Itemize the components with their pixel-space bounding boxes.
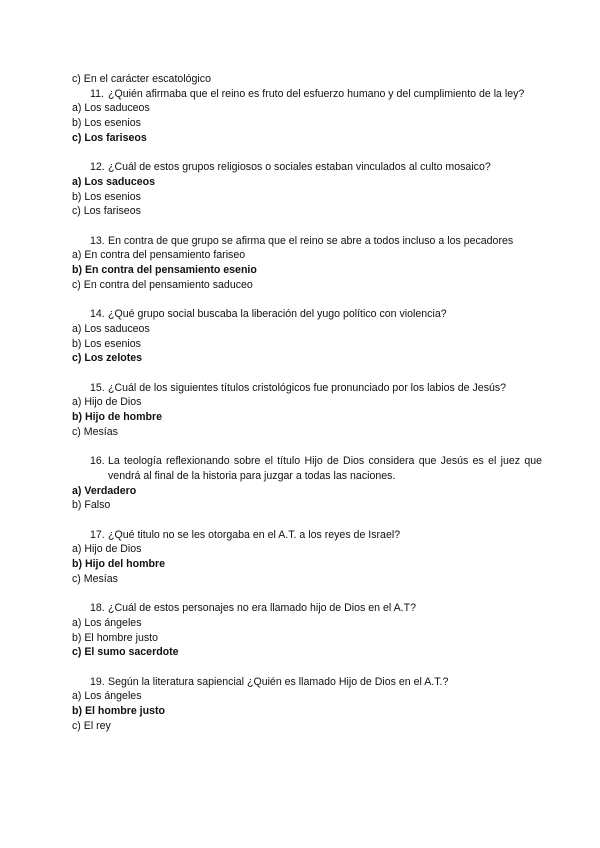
question-text: ¿Cuál de estos grupos religiosos o sociales estaban vinculados al culto mosaico? <box>108 161 491 174</box>
question <box>72 675 542 690</box>
answer-option-correct: a) Verdadero <box>72 484 137 497</box>
question-text: ¿Qué grupo social buscaba la liberación del yugo político con violencia? <box>108 308 447 321</box>
question-block <box>72 454 542 513</box>
question-block <box>72 601 542 660</box>
question-number: 11. <box>90 87 104 100</box>
quiz-content <box>72 72 542 734</box>
question-block <box>72 234 542 293</box>
answer-option: a) Los ángeles <box>72 616 142 629</box>
question-text: La teología reflexionando sobre el título Hijo de Dios considera que Jesús es el juez que vendrá al final de la historia para juzgar a todas las naciones. <box>108 455 542 482</box>
answer-option-correct: c) El sumo sacerdote <box>72 646 179 659</box>
answer-option-correct: c) Los fariseos <box>72 131 147 144</box>
question-number: 14. <box>90 308 105 321</box>
question-number: 13. <box>90 234 105 247</box>
answer-option: a) Los saduceos <box>72 102 150 115</box>
answer-option-correct: b) Hijo de hombre <box>72 411 163 424</box>
question-number: 16. <box>90 455 105 468</box>
question-block <box>72 307 542 366</box>
question <box>72 381 542 396</box>
question <box>72 454 542 483</box>
answer-option-correct: b) El hombre justo <box>72 705 165 718</box>
question-block <box>72 381 542 440</box>
answer-option: a) Los ángeles <box>72 690 142 703</box>
answer-option-correct: b) En contra del pensamiento esenio <box>72 264 257 277</box>
answer-option: b) Los esenios <box>72 190 141 203</box>
answer-option: b) Los esenios <box>72 117 141 130</box>
question <box>72 601 542 616</box>
question-block <box>72 160 542 219</box>
question-block <box>72 675 542 734</box>
answer-option: a) En contra del pensamiento fariseo <box>72 249 246 262</box>
answer-option: c) El rey <box>72 719 111 732</box>
answer-option: b) Falso <box>72 499 111 512</box>
question <box>72 234 542 249</box>
answer-option: a) Hijo de Dios <box>72 396 142 409</box>
question-block <box>72 528 542 587</box>
answer-option: b) El hombre justo <box>72 631 158 644</box>
question <box>72 307 542 322</box>
question-block <box>72 87 542 146</box>
answer-option-correct: b) Hijo del hombre <box>72 558 165 571</box>
question <box>72 160 542 175</box>
question-text: ¿Qué titulo no se les otorgaba en el A.T. a los reyes de Israel? <box>108 528 401 541</box>
answer-option: a) Hijo de Dios <box>72 543 142 556</box>
question-text: ¿Quién afirmaba que el reino es fruto del esfuerzo humano y del cumplimiento de la ley? <box>108 87 525 100</box>
question-number: 18. <box>90 602 105 615</box>
answer-option: c) Mesías <box>72 572 118 585</box>
answer-option: c) En contra del pensamiento saduceo <box>72 278 253 291</box>
question-number: 12. <box>90 161 105 174</box>
question-text: En contra de que grupo se afirma que el reino se abre a todos incluso a los pecadores <box>108 234 514 247</box>
answer-option: c) Mesías <box>72 425 118 438</box>
question-text: ¿Cuál de estos personajes no era llamado hijo de Dios en el A.T? <box>108 602 416 615</box>
question-number: 19. <box>90 675 105 688</box>
question <box>72 528 542 543</box>
answer-option-correct: a) Los saduceos <box>72 175 156 188</box>
answer-option: c) Los fariseos <box>72 205 141 218</box>
lead-option: c) En el carácter escatológico <box>72 73 211 85</box>
question-number: 15. <box>90 381 105 394</box>
question-number: 17. <box>90 528 105 541</box>
question-text: ¿Cuál de los siguientes títulos cristológicos fue pronunciado por los labios de Jesús? <box>108 381 507 394</box>
answer-option: a) Los saduceos <box>72 322 150 335</box>
answer-option-correct: c) Los zelotes <box>72 352 143 365</box>
question <box>72 87 542 102</box>
answer-option: b) Los esenios <box>72 337 141 350</box>
question-text: Según la literatura sapiencial ¿Quién es llamado Hijo de Dios en el A.T.? <box>108 675 449 688</box>
